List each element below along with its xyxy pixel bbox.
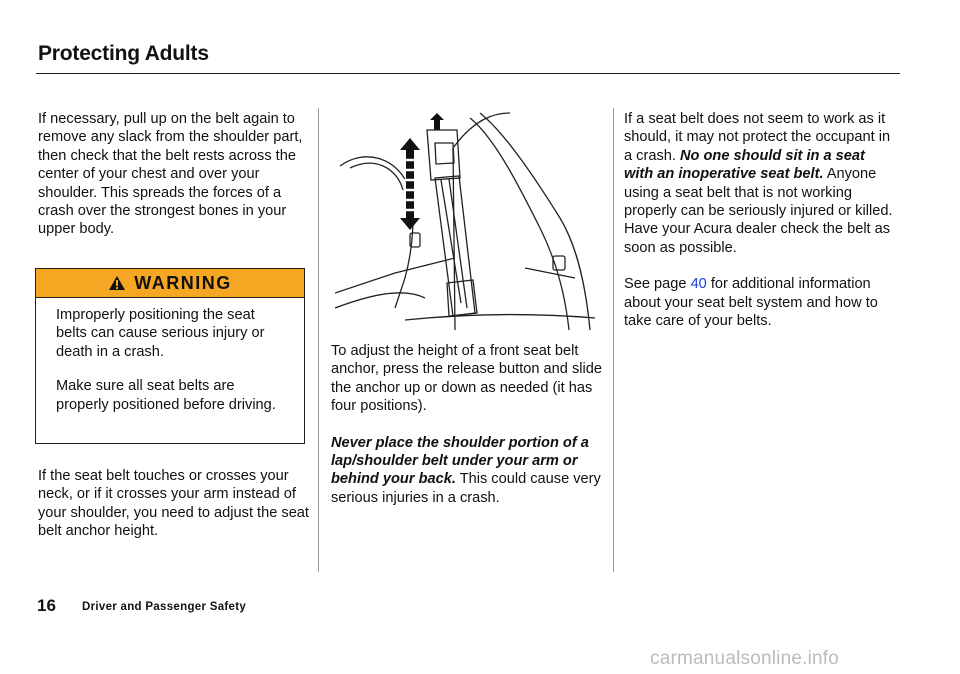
right-emphasis: No one should sit in a seat with an inoperative seat belt. xyxy=(624,147,865,183)
header-rule xyxy=(36,73,900,74)
left-column xyxy=(38,110,310,239)
right-see-page: See page xyxy=(624,276,687,293)
warning-text-1: Improperly positioning the seat belts can cause serious injury or death in a crash. xyxy=(56,307,265,360)
warning-body xyxy=(36,298,304,414)
left-paragraph-2: If the seat belt touches or crosses your neck, or if it crosses your arm instead of your shoulder, you need to adjust the seat belt anchor height. xyxy=(38,468,309,540)
middle-paragraph-2 xyxy=(331,434,606,508)
warning-text-2: Make sure all seat belts are properly positioned before driving. xyxy=(56,378,276,413)
right-paragraph-1 xyxy=(624,110,896,257)
watermark: carmanualsonline.info xyxy=(650,648,840,669)
right-paragraph-2 xyxy=(624,275,896,330)
middle-column xyxy=(331,342,606,507)
column-divider-right xyxy=(613,108,614,572)
right-text-a: If a seat belt does not seem to work as it should, it may not protect the occupant in a crash. xyxy=(624,111,891,164)
left-column-bottom xyxy=(38,467,310,541)
right-more-info: for additional information about your seat belt system and how to take care of your belts. xyxy=(624,276,878,330)
middle-rest: This could cause very serious injuries in a crash. xyxy=(331,471,601,506)
warning-label: WARNING xyxy=(134,272,232,293)
left-paragraph-1: If necessary, pull up on the belt again to remove any slack from the shoulder part, then check that the belt rests across the center of your chest and over your shoulder. This spreads the forces of a crash over the strongest bones in your upper body. xyxy=(38,111,303,238)
middle-emphasis: Never place the shoulder portion of a lap/shoulder belt under your arm or behind your back. xyxy=(331,434,589,488)
right-text-b: Anyone using a seat belt that is not working properly can be seriously injured or killed. Have your Acura dealer check the belt as soon as possible. xyxy=(624,166,893,256)
seat-belt-anchor-illustration xyxy=(335,108,595,330)
warning-triangle-icon xyxy=(108,275,126,291)
column-divider-left xyxy=(318,108,319,572)
middle-paragraph-1: To adjust the height of a front seat belt anchor, press the release button and slide the anchor up or down as needed (it has four positions). xyxy=(331,343,602,415)
right-column xyxy=(624,110,896,330)
page-title: Protecting Adults xyxy=(38,42,209,65)
section-name: Driver and Passenger Safety xyxy=(82,601,247,613)
warning-header xyxy=(36,269,304,298)
page-link[interactable]: 40 xyxy=(690,276,707,293)
page-number: 16 xyxy=(37,596,56,615)
warning-box xyxy=(35,268,305,444)
